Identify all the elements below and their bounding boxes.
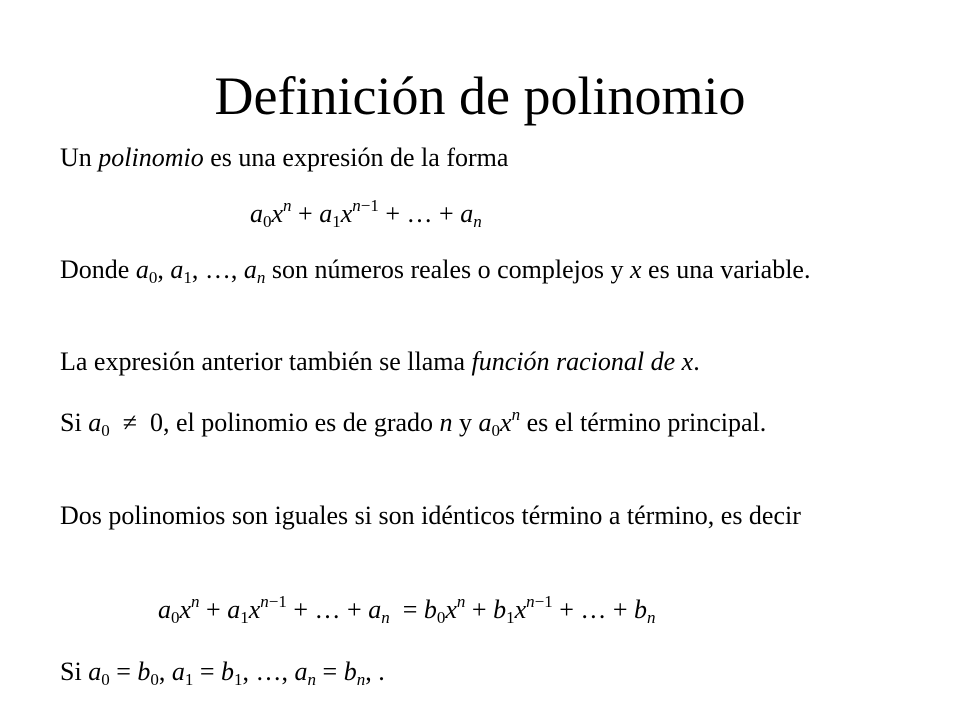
formula-equality (158, 592, 858, 628)
paragraph-definition-pre: Un (60, 143, 99, 172)
paragraph-coefficients-rendered: Donde $a_0$, $a_1$, …, $a_n$ son números reales o complejos y x es una variable. (60, 255, 811, 287)
paragraph-rational-function (60, 344, 913, 380)
paragraph-definition-post: es una expresión de la forma (203, 143, 509, 172)
paragraph-definition (60, 140, 913, 176)
paragraph-rational-pre: La expresión anterior también se llama (60, 347, 472, 376)
paragraph-equality-text: Dos polinomios son iguales si son idénticos término a término, es decir (60, 501, 801, 530)
slide-title: Definición de polinomio (214, 66, 746, 126)
paragraph-rational-post: . (693, 347, 700, 376)
paragraph-equality (60, 498, 913, 534)
formula-polynomial-rendered: $a_0x^n + a_1x^{n-1}$ + … + $a_n$ (250, 196, 482, 231)
paragraph-coefficient-equality-rendered: Si $a_0 = b_0$, $a_1 = b_1$, …, $a_n = b_n$, . (60, 657, 385, 689)
paragraph-degree (60, 405, 913, 441)
paragraph-coefficients (60, 252, 913, 288)
paragraph-coefficient-equality (60, 654, 913, 690)
term-funcion-racional: función racional de x (471, 347, 694, 376)
paragraph-degree-rendered: Si $a_0 \ne 0$, el polinomio es de grado n y $a_0x^n$ es el término principal. (60, 405, 767, 440)
formula-equality-rendered: $a_0x^n + a_1x^{n-1}$ + … + $a_n = b_0x^n + b_1x^{n-1}$ + … + $b_n$ (158, 592, 656, 627)
term-polinomio: polinomio (98, 143, 204, 172)
formula-polynomial (250, 196, 850, 232)
